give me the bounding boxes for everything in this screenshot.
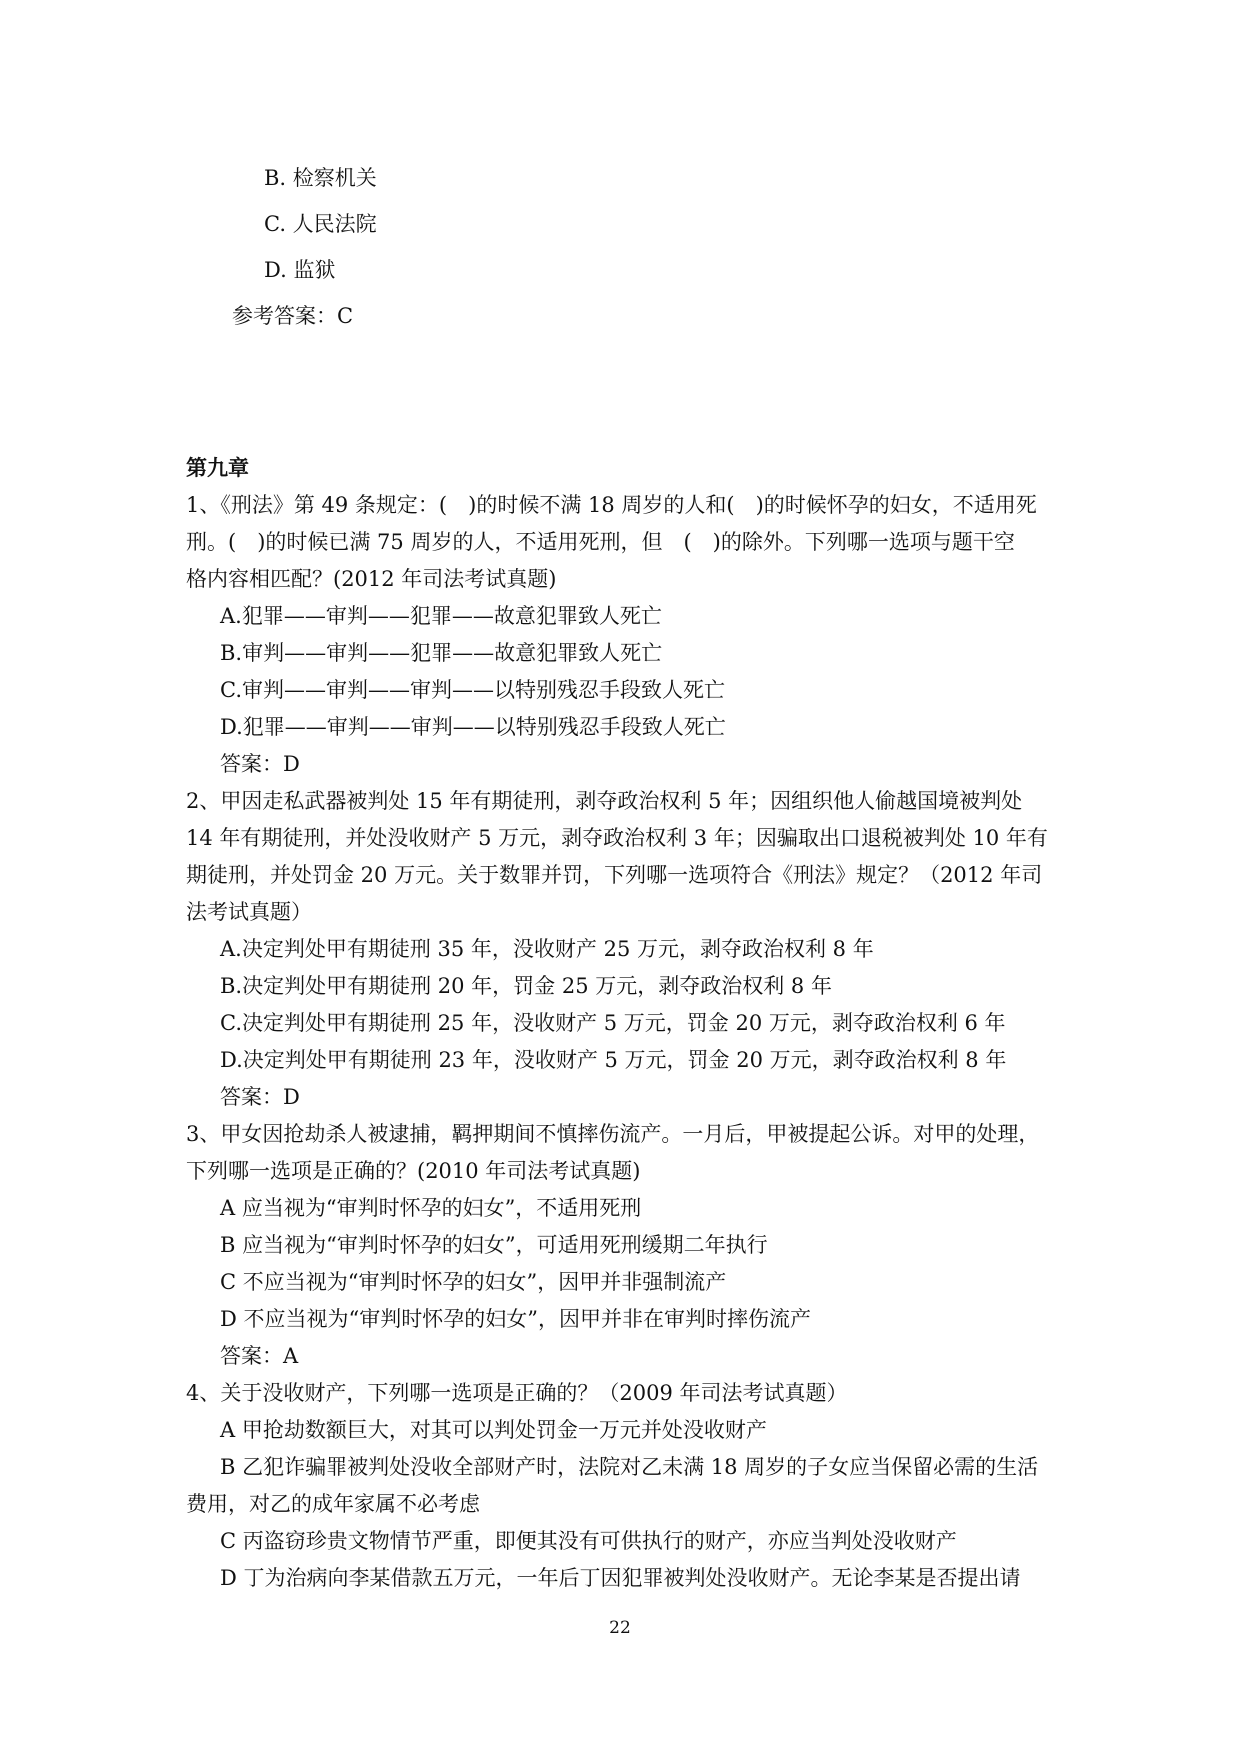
question-3-answer: 答案：A — [220, 1344, 299, 1368]
question-2-option-d: D.决定判处甲有期徒刑 23 年，没收财产 5 万元，罚金 20 万元，剥夺政治权利 8 年 — [220, 1048, 1007, 1072]
option-c: C. 人民法院 — [264, 212, 377, 236]
question-1-option-b: B.审判——审判——犯罪——故意犯罪致人死亡 — [220, 641, 663, 665]
question-1-line-1: 1、《刑法》第 49 条规定：( )的时候不满 18 周岁的人和( )的时候怀孕的妇女，不适用死 — [186, 493, 1037, 517]
reference-answer: 参考答案：C — [232, 304, 354, 328]
question-4-option-a: A 甲抢劫数额巨大，对其可以判处罚金一万元并处没收财产 — [220, 1418, 767, 1442]
page-number: 22 — [609, 1618, 631, 1638]
chapter-heading: 第九章 — [186, 456, 249, 480]
question-3-option-d: D 不应当视为“审判时怀孕的妇女”，因甲并非在审判时摔伤流产 — [220, 1307, 811, 1331]
question-4-option-b-continued: 费用，对乙的成年家属不必考虑 — [186, 1492, 480, 1516]
question-2-option-b: B.决定判处甲有期徒刑 20 年，罚金 25 万元，剥夺政治权利 8 年 — [220, 974, 832, 998]
question-1-answer: 答案：D — [220, 752, 300, 776]
question-2-answer: 答案：D — [220, 1085, 300, 1109]
question-2-line-2: 14 年有期徒刑，并处没收财产 5 万元，剥夺政治权利 3 年；因骗取出口退税被判处 10 年有 — [186, 826, 1048, 850]
question-3-option-c: C 不应当视为“审判时怀孕的妇女”，因甲并非强制流产 — [220, 1270, 727, 1294]
question-3-option-b: B 应当视为“审判时怀孕的妇女”，可适用死刑缓期二年执行 — [220, 1233, 768, 1257]
question-1-line-2: 刑。( )的时候已满 75 周岁的人，不适用死刑，但 ( )的除外。下列哪一选项与题干空 — [186, 530, 1015, 554]
question-2-line-4: 法考试真题） — [186, 900, 312, 924]
question-4-option-b: B 乙犯诈骗罪被判处没收全部财产时，法院对乙未满 18 周岁的子女应当保留必需的生活 — [220, 1455, 1039, 1479]
question-3-line-2: 下列哪一选项是正确的？(2010 年司法考试真题) — [186, 1159, 641, 1183]
question-1-option-d: D.犯罪——审判——审判——以特别残忍手段致人死亡 — [220, 715, 726, 739]
question-4-option-c: C 丙盗窃珍贵文物情节严重，即便其没有可供执行的财产，亦应当判处没收财产 — [220, 1529, 957, 1553]
question-1-line-3: 格内容相匹配？(2012 年司法考试真题) — [186, 567, 557, 591]
question-2-option-c: C.决定判处甲有期徒刑 25 年，没收财产 5 万元，罚金 20 万元，剥夺政治权利 6 年 — [220, 1011, 1006, 1035]
question-1-option-a: A.犯罪——审判——犯罪——故意犯罪致人死亡 — [220, 604, 662, 628]
option-d: D. 监狱 — [264, 258, 336, 282]
option-b: B. 检察机关 — [264, 166, 377, 190]
question-3-line-1: 3、甲女因抢劫杀人被逮捕，羁押期间不慎摔伤流产。一月后，甲被提起公诉。对甲的处理， — [186, 1122, 1040, 1146]
question-2-option-a: A.决定判处甲有期徒刑 35 年，没收财产 25 万元，剥夺政治权利 8 年 — [220, 937, 874, 961]
question-4-option-d: D 丁为治病向李某借款五万元，一年后丁因犯罪被判处没收财产。无论李某是否提出请 — [220, 1566, 1021, 1590]
question-2-line-1: 2、甲因走私武器被判处 15 年有期徒刑，剥夺政治权利 5 年；因组织他人偷越国境被判处 — [186, 789, 1023, 813]
question-4-line-1: 4、关于没收财产，下列哪一选项是正确的？（2009 年司法考试真题） — [186, 1381, 848, 1405]
question-1-option-c: C.审判——审判——审判——以特别残忍手段致人死亡 — [220, 678, 725, 702]
question-3-option-a: A 应当视为“审判时怀孕的妇女”，不适用死刑 — [220, 1196, 642, 1220]
question-2-line-3: 期徒刑，并处罚金 20 万元。关于数罪并罚，下列哪一选项符合《刑法》规定？（2012 年司 — [186, 863, 1043, 887]
